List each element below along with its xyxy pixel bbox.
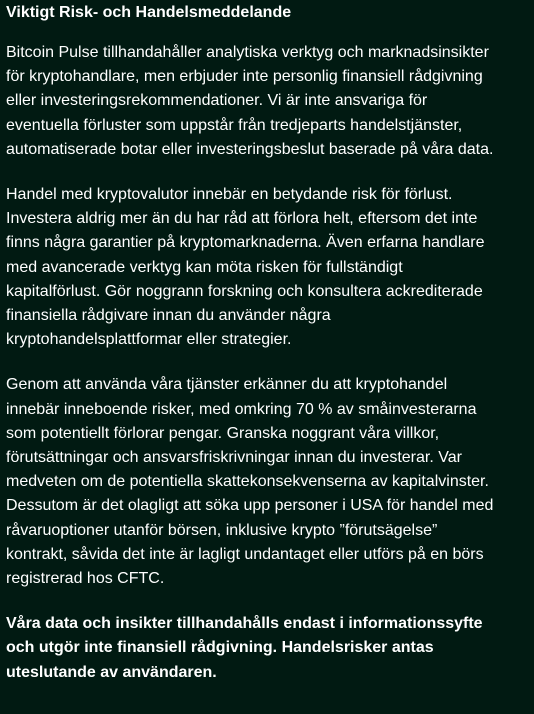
paragraph-line: Bitcoin Pulse tillhandahåller analytiska verktyg och marknadsinsikter (6, 44, 489, 61)
paragraph-line: kontrakt, såvida det inte är lagligt undantaget eller utförs på en börs (6, 545, 484, 563)
disclaimer-paragraph-2 (6, 183, 528, 352)
paragraph-line: uteslutande av användaren. (6, 663, 217, 681)
paragraph-line: med avancerade verktyg kan möta risken för fullständigt (6, 258, 403, 276)
disclaimer-body (6, 41, 528, 685)
paragraph-line: innebär inneboende risker, med omkring 70 % av småinvesterarna (6, 400, 477, 418)
paragraph-line: finansiella rådgivare innan du använder några (6, 307, 331, 325)
paragraph-line: kapitalförlust. Gör noggrann forskning och konsultera ackrediterade (6, 282, 483, 300)
disclaimer-title: Viktigt Risk- och Handelsmeddelande (6, 4, 292, 21)
paragraph-line: automatiserade botar eller investeringsbeslut baserade på våra data. (6, 140, 494, 158)
paragraph-line: som potentiellt förlorar pengar. Granska noggrant våra villkor, (6, 424, 440, 442)
paragraph-line: Handel med kryptovalutor innebär en betydande risk för förlust. (6, 186, 453, 204)
paragraph-line: medveten om de potentiella skattekonsekvenserna av kapitalvinster. (6, 473, 489, 491)
paragraph-line: och utgör inte finansiell rådgivning. Handelsrisker antas (6, 639, 434, 657)
paragraph-line: Investera aldrig mer än du har råd att förlora helt, eftersom det inte (6, 210, 478, 228)
paragraph-line: för kryptohandlare, men erbjuder inte personlig finansiell rådgivning (6, 68, 483, 86)
paragraph-line: finns några garantier på kryptomarknaderna. Även erfarna handlare (6, 234, 485, 252)
disclaimer-paragraph-1 (6, 41, 528, 162)
disclaimer-paragraph-3 (6, 373, 528, 591)
paragraph-line: råvaruoptioner utanför börsen, inklusive krypto ”förutsägelse” (6, 521, 438, 539)
paragraph-line: Dessutom är det olagligt att söka upp personer i USA för handel med (6, 497, 494, 515)
disclaimer-paragraph-4 (6, 612, 528, 685)
paragraph-line: kryptohandelsplattformar eller strategier. (6, 331, 292, 349)
paragraph-line: registrerad hos CFTC. (6, 570, 165, 588)
paragraph-line: Genom att använda våra tjänster erkänner du att kryptohandel (6, 376, 448, 394)
paragraph-line: eventuella förluster som uppstår från tredjeparts handelstjänster, (6, 116, 463, 134)
paragraph-line: eller investeringsrekommendationer. Vi är inte ansvariga för (6, 92, 428, 110)
paragraph-line: Våra data och insikter tillhandahålls endast i informationssyfte (6, 615, 483, 633)
paragraph-line: förutsättningar och ansvarsfriskrivningar innan du investerar. Var (6, 449, 462, 467)
